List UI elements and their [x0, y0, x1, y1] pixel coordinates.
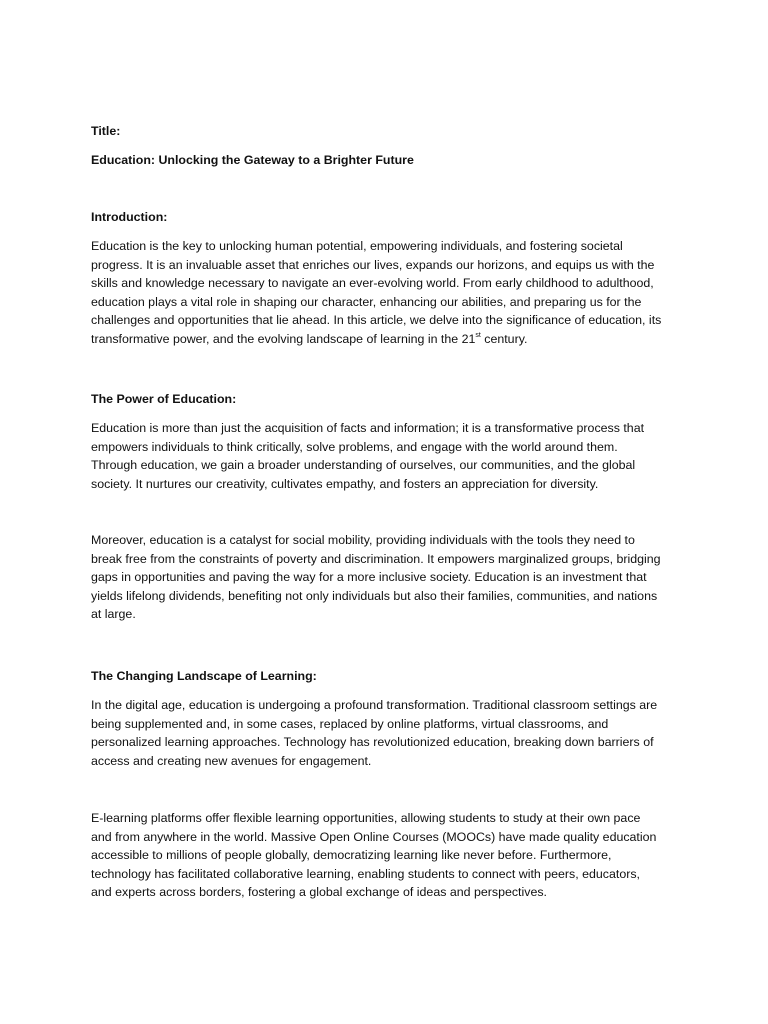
paragraph-line: Moreover, education is a catalyst for social mobility, providing individuals with the tools they need to — [91, 533, 635, 547]
paragraph-landscape-1 — [91, 696, 691, 770]
paragraph-line: being supplemented and, in some cases, replaced by online platforms, virtual classrooms, and — [91, 716, 609, 731]
paragraph-line-text: century. — [480, 331, 528, 346]
ordinal-superscript: st — [475, 331, 481, 339]
paragraph-line: accessible to millions of people globally, democratizing learning like never before. Furthermore, — [91, 848, 612, 863]
paragraph-introduction — [91, 237, 691, 349]
section-heading-power-of-education: The Power of Education: — [91, 392, 237, 406]
paragraph-line: skills and knowledge necessary to navigate an ever-evolving world. From early childhood to adulthood, — [91, 276, 654, 291]
paragraph-line: and from anywhere in the world. Massive Open Online Courses (MOOCs) have made quality education — [91, 829, 657, 844]
paragraph-line: gaps in opportunities and paving the way for a more inclusive society. Education is an investment that — [91, 570, 647, 585]
section-heading-introduction: Introduction: — [91, 210, 168, 224]
paragraph-line: Education is the key to unlocking human potential, empowering individuals, and fostering societal — [91, 239, 623, 253]
paragraph-line: In the digital age, education is undergoing a profound transformation. Traditional classroom settings are — [91, 698, 658, 712]
paragraph-line-last — [91, 330, 691, 349]
paragraph-line-text: transformative power, and the evolving landscape of learning in the 21 — [91, 331, 476, 346]
paragraph-line: yields lifelong dividends, benefiting not only individuals but also their families, communities, and nations — [91, 588, 658, 603]
paragraph-line: Education is more than just the acquisition of facts and information; it is a transformative process that — [91, 421, 645, 435]
paragraph-line: Through education, we gain a broader understanding of ourselves, our communities, and the global — [91, 458, 636, 473]
paragraph-power-1 — [91, 419, 691, 493]
paragraph-line: progress. It is an invaluable asset that enriches our lives, expands our horizons, and equips us with the — [91, 257, 655, 272]
paragraph-line: at large. — [91, 607, 136, 622]
title-label: Title: — [91, 124, 121, 138]
section-heading-changing-landscape: The Changing Landscape of Learning: — [91, 669, 317, 683]
paragraph-line: break free from the constraints of poverty and discrimination. It empowers marginalized groups, bridging — [91, 551, 661, 566]
paragraph-line: empowers individuals to think critically, solve problems, and engage with the world around them. — [91, 439, 618, 454]
paragraph-line: and experts across borders, fostering a global exchange of ideas and perspectives. — [91, 885, 547, 900]
paragraph-power-2 — [91, 531, 691, 624]
document-title: Education: Unlocking the Gateway to a Brighter Future — [91, 153, 414, 167]
paragraph-line: access and creating new avenues for engagement. — [91, 753, 372, 768]
paragraph-landscape-2 — [91, 809, 691, 902]
paragraph-line: technology has facilitated collaborative learning, enabling students to connect with peers, educators, — [91, 866, 640, 881]
paragraph-line: society. It nurtures our creativity, cultivates empathy, and fosters an appreciation for diversity. — [91, 476, 599, 491]
paragraph-line: personalized learning approaches. Technology has revolutionized education, breaking down barriers of — [91, 735, 654, 750]
paragraph-line: education plays a vital role in shaping our character, enhancing our abilities, and preparing us for the — [91, 294, 642, 309]
paragraph-line: challenges and opportunities that lie ahead. In this article, we delve into the significance of education, its — [91, 313, 662, 328]
paragraph-line: E-learning platforms offer flexible learning opportunities, allowing students to study at their own pace — [91, 811, 641, 825]
